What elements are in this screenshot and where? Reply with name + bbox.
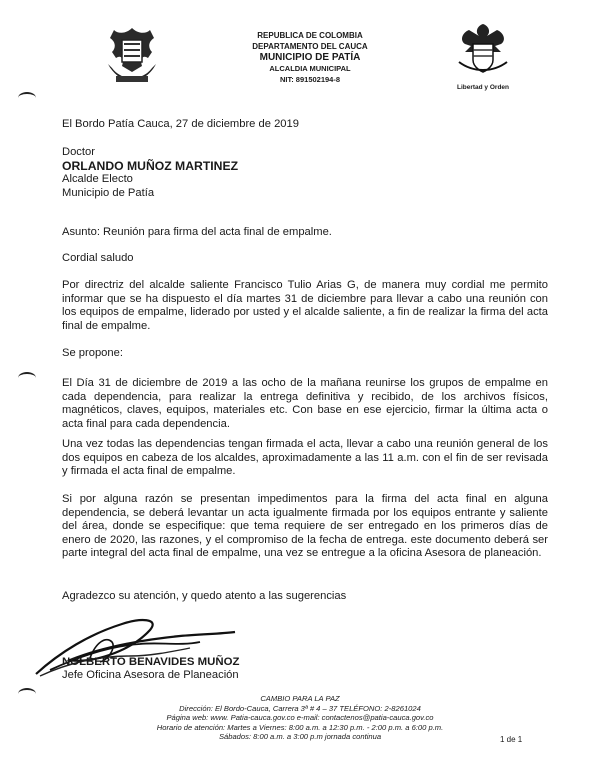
closing-line: Agradezco su atención, y quedo atento a las sugerencias [62,590,347,602]
footer-web: Página web: www. Patia-cauca.gov.co e-mail: contactenos@patia-cauca.gov.co [166,713,434,723]
signer-role: Jefe Oficina Asesora de Planeación [62,669,239,681]
paragraph-first-step: El Día 31 de diciembre de 2019 a las ocho de la mañana reunirse los grupos de empalme en cada dependencia, para realizar la entrega definitiva y recibido, de los archivos físicos, magnéticos, claves, equipos, materiales etc. Con base en ese ejercicio, firmar la última acta o acta final para cada dependencia. [62,377,548,430]
footer-address: Dirección: El Bordo-Cauca, Carrera 3ª # 4 – 37 TELÉFONO: 2-8261024 [179,703,421,713]
republic-line: REPUBLICA DE COLOMBIA [257,31,363,40]
paragraph-intro: Por directriz del alcalde saliente Francisco Tulio Arias G, de manera muy cordial me permito informar que se ha dispuesto el día martes 31 de diciembre para llevar a cabo una reunión con los equipos de empalme, liderado por usted y el alcalde saliente, a fin de realizar la firma del acta final de empalme. [62,279,548,332]
office-line: ALCALDIA MUNICIPAL [269,64,351,73]
greeting: Cordial saludo [62,252,134,264]
paragraph-impediments: Si por alguna razón se presentan impedimentos para la firma del acta final en alguna dependencia, se deberá levantar un acta igualmente firmada por los equipos entrante y saliente del área, donde se especifique: que tema requiere de ser entregado en los primeros días de enero de 2020, las razones, y el compromiso de la fecha de entrega. este documento deberá ser parte integral del acta final de empalme, una vez se entregue a la oficina Asesora de planeación. [62,493,548,560]
paragraph-second-step: Una vez todas las dependencias tengan firmada el acta, llevar a cabo una reunión general de los dos equipos en cabeza de los alcaldes, aproximadamente a las 11 a.m. con el fin de ser revisada y firmada el acta final de empalme. [62,438,548,478]
margin-mark [18,92,36,104]
salutation-title: Doctor [62,146,95,158]
margin-mark [18,688,36,700]
footer-slogan: CAMBIO PARA LA PAZ [260,694,340,703]
recipient-name: ORLANDO MUÑOZ MARTINEZ [62,159,239,173]
recipient-org: Municipio de Patía [62,187,155,199]
nit-line: NIT: 891502194-8 [279,75,341,84]
municipality-line: MUNICIPIO DE PATÍA [259,52,361,63]
letterhead [200,30,420,85]
place-date: El Bordo Patía Cauca, 27 de diciembre de 2019 [62,118,299,130]
paragraph-propose: Se propone: [62,347,123,359]
footer-saturday: Sábados: 8:00 a.m. a 3:00 p.m jornada continua [218,732,382,742]
subject-line: Asunto: Reunión para firma del acta final de empalme. [62,226,332,238]
recipient-role: Alcalde Electo [62,173,133,185]
national-coat-of-arms-icon [455,22,511,80]
page-number: 1 de 1 [500,735,523,744]
municipal-coat-of-arms-icon [102,24,162,86]
signer-name: NOLBERTO BENAVIDES MUÑOZ [62,656,240,668]
footer [120,694,480,742]
department-line: DEPARTAMENTO DEL CAUCA [252,42,368,51]
margin-mark [18,372,36,384]
national-motto: Libertad y Orden [456,84,509,91]
footer-hours: Horario de atención: Martes a Viernes: 8:00 a.m. a 12:30 p.m. - 2:00 p.m. a 6:00 p.m. [156,722,444,732]
